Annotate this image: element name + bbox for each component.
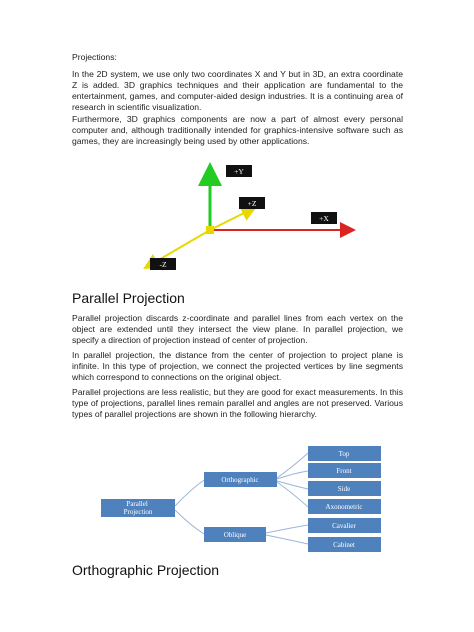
z-axis-label: +Z bbox=[247, 199, 257, 208]
intro-paragraph-2: Furthermore, 3D graphics components are now a part of almost every personal computer and, although traditionally intended for graphics-intensive software such as games, they are increasingly being used by other applications. bbox=[72, 114, 403, 146]
axonometric-label: Axonometric bbox=[325, 503, 363, 511]
origin-marker bbox=[206, 226, 214, 234]
front-label: Front bbox=[336, 467, 352, 475]
parallel-paragraph-2: In parallel projection, the distance from the center of projection to project plane is infinite. In this type of projection, we connect the projected vertices by line segments which correspond to connections on the original object. bbox=[72, 350, 403, 382]
x-axis-label: +X bbox=[319, 214, 329, 223]
positive-z-axis bbox=[210, 210, 250, 230]
oblique-label: Oblique bbox=[223, 531, 247, 539]
parallel-paragraph-1: Parallel projection discards z-coordinate and parallel lines from each vertex on the object are extended until they intersect the view plane. In parallel projection, we specify a direction of projection instead of center of projection. bbox=[72, 313, 403, 345]
negative-z-axis-label: -Z bbox=[159, 260, 167, 269]
top-label: Top bbox=[338, 450, 350, 458]
intro-paragraph-1: In the 2D system, we use only two coordinates X and Y but in 3D, an extra coordinate Z is added. 3D graphics techniques and their application are fundamental to the entertainment, games, and computer-aided design industries. It is a continuing area of research in scientific visualization. bbox=[72, 69, 403, 112]
y-axis-label: +Y bbox=[234, 167, 244, 176]
cabinet-label: Cabinet bbox=[333, 541, 355, 549]
orthographic-projection-heading: Orthographic Projection bbox=[72, 562, 220, 578]
hierarchy-diagram bbox=[101, 446, 381, 552]
parallel-paragraph-3: Parallel projections are less realistic, but they are good for exact measurements. In this type of projections, parallel lines remain parallel and angles are not preserved. Various types of parallel projections are shown in the following hierarchy. bbox=[72, 387, 403, 419]
axes-diagram bbox=[150, 165, 348, 270]
side-label: Side bbox=[337, 485, 351, 493]
parallel-projection-heading: Parallel Projection bbox=[72, 290, 185, 306]
projections-heading: Projections: bbox=[72, 52, 117, 62]
orthographic-label: Orthographic bbox=[221, 476, 259, 484]
cavalier-label: Cavalier bbox=[332, 522, 356, 530]
parallel-projection-label: Parallel Projection bbox=[123, 500, 153, 516]
